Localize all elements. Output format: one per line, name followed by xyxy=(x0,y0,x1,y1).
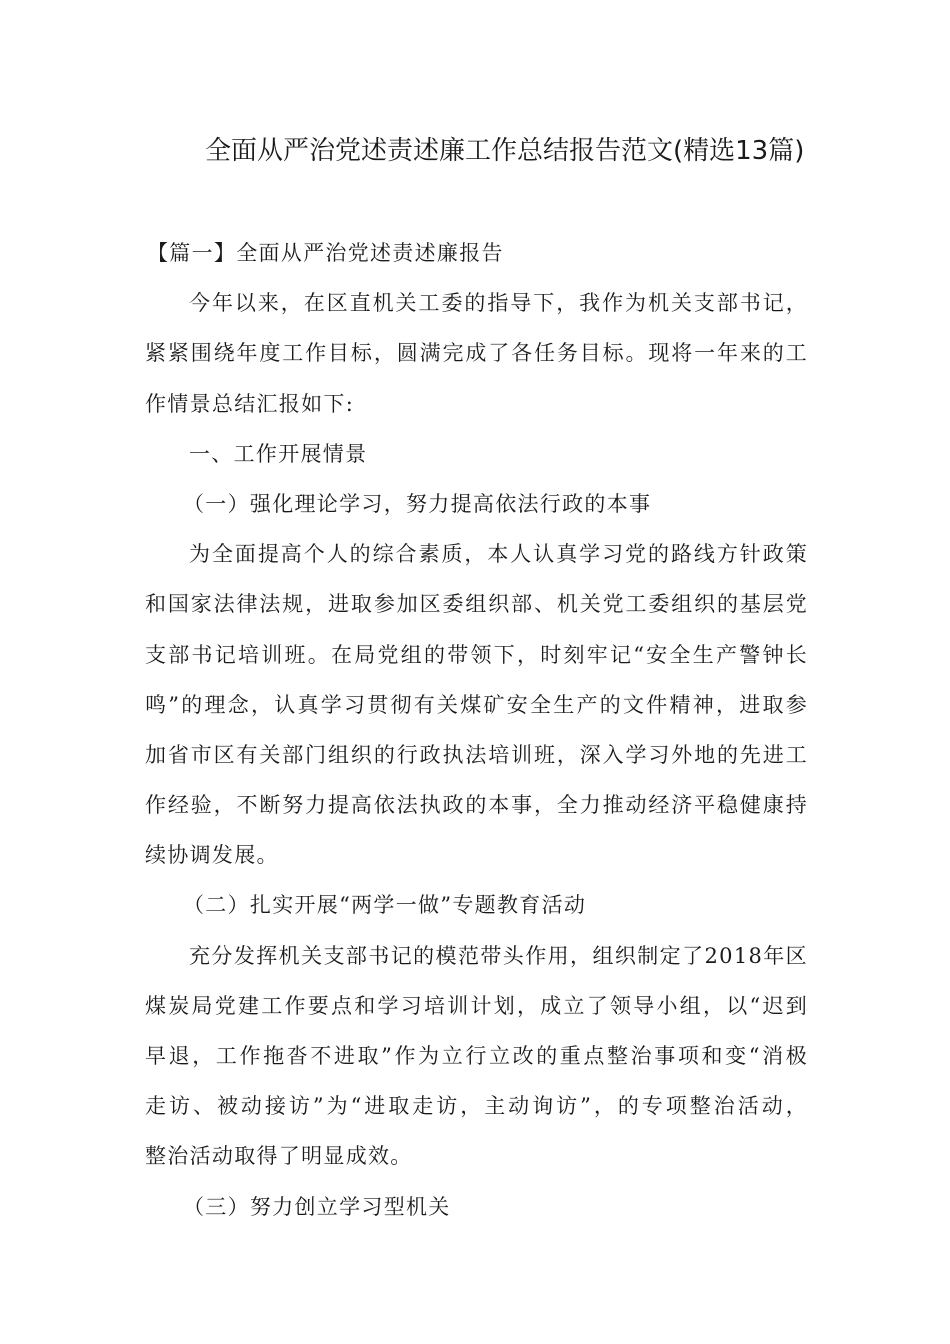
subsection-heading: 一、工作开展情景 xyxy=(189,441,368,466)
section-heading: 【篇一】全面从严治党述责述廉报告 xyxy=(147,241,504,265)
paragraph-line: 续协调发展。 xyxy=(145,843,279,868)
paragraph-line: 今年以来，在区直机关工委的指导下，我作为机关支部书记， xyxy=(189,291,808,316)
paragraph-line: 作情景总结汇报如下: xyxy=(145,391,355,416)
subsection-heading: （一）强化理论学习，努力提高依法行政的本事 xyxy=(183,491,652,516)
paragraph-line: 为全面提高个人的综合素质，本人认真学习党的路线方针政策 xyxy=(189,542,808,567)
paragraph-line: 充分发挥机关支部书记的模范带头作用，组织制定了2018年区 xyxy=(189,943,808,968)
document-title: 全面从严治党述责述廉工作总结报告范文(精选13篇) xyxy=(205,136,805,166)
paragraph-line: 作经验，不断努力提高依法执政的本事，全力推动经济平稳健康持 xyxy=(145,793,808,818)
paragraph-line: 紧紧围绕年度工作目标，圆满完成了各任务目标。现将一年来的工 xyxy=(145,341,808,366)
paragraph-line: 加省市区有关部门组织的行政执法培训班，深入学习外地的先进工 xyxy=(145,742,808,767)
paragraph-line: 早退，工作拖沓不进取”作为立行立改的重点整治事项和变“消极 xyxy=(145,1044,808,1068)
paragraph-line: 鸣”的理念，认真学习贯彻有关煤矿安全生产的文件精神，进取参 xyxy=(145,692,808,717)
paragraph-line: 整治活动取得了明显成效。 xyxy=(145,1144,413,1169)
paragraph-line: 走访、被动接访”为“进取走访，主动询访”，的专项整治活动， xyxy=(145,1094,808,1119)
subsection-heading: （二）扎实开展“两学一做”专题教育活动 xyxy=(183,893,587,918)
document-body xyxy=(145,228,808,1232)
subsection-heading: （三）努力创立学习型机关 xyxy=(183,1194,451,1219)
paragraph-line: 煤炭局党建工作要点和学习培训计划，成立了领导小组，以“迟到 xyxy=(145,993,808,1018)
paragraph-line: 支部书记培训班。在局党组的带领下，时刻牢记“安全生产警钟长 xyxy=(145,642,808,667)
paragraph-line: 和国家法律法规，进取参加区委组织部、机关党工委组织的基层党 xyxy=(145,592,808,617)
